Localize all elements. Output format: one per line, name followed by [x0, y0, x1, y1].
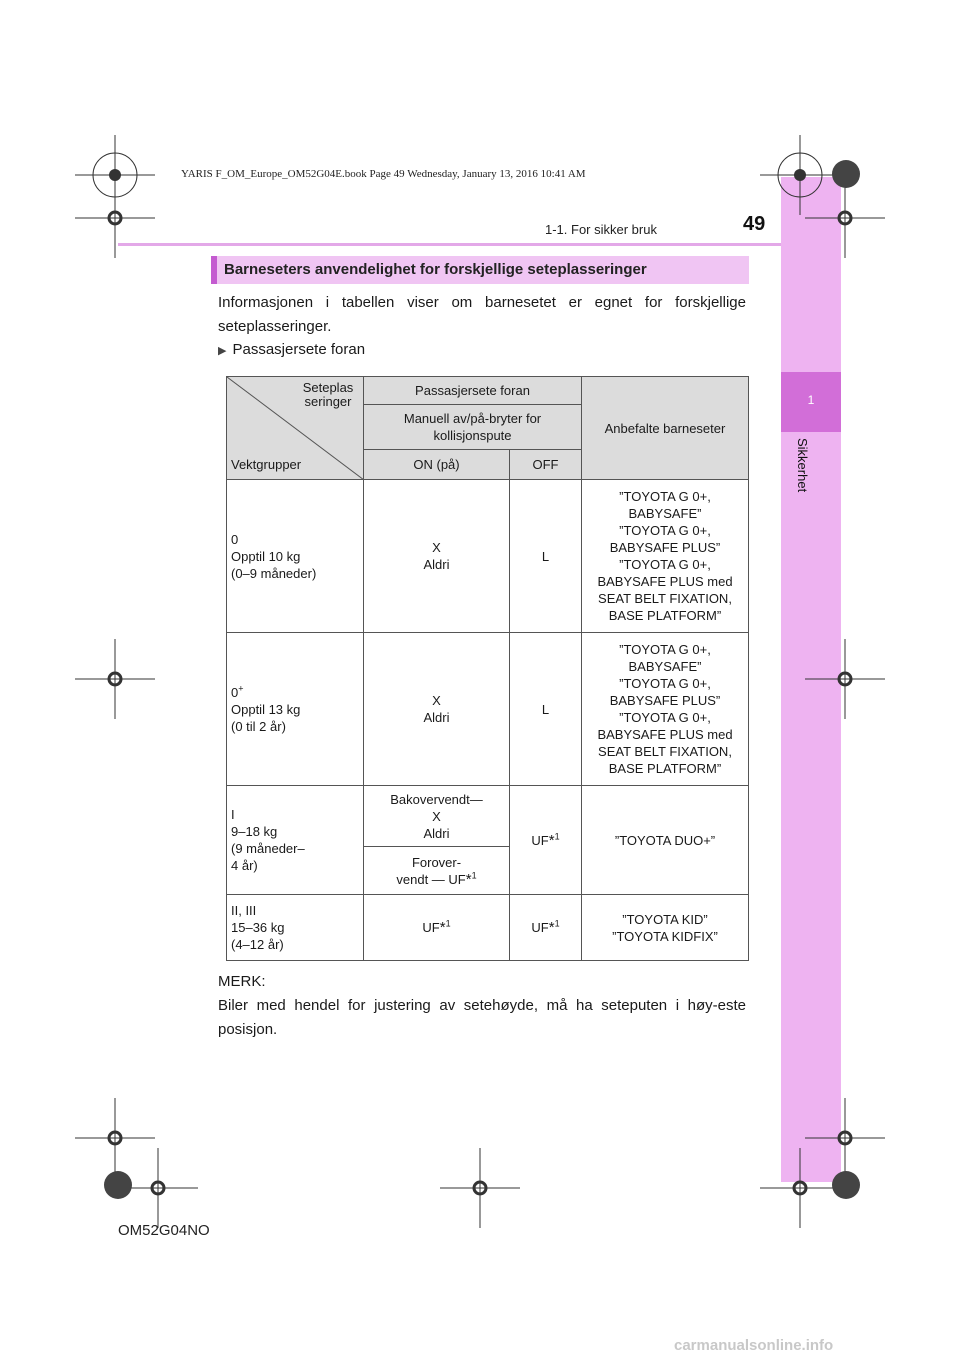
- recommended-cell: ”TOYOTA KID” ”TOYOTA KIDFIX”: [582, 895, 749, 961]
- header-rule: [118, 243, 840, 246]
- document-code: OM52G04NO: [118, 1222, 210, 1239]
- col-off-header: OFF: [510, 450, 582, 480]
- off-cell: UF*$^1$: [510, 786, 582, 895]
- table-row: [227, 786, 749, 847]
- off-cell: L: [510, 480, 582, 633]
- recommended-cell: ”TOYOTA G 0+, BABYSAFE” ”TOYOTA G 0+, BABYSAFE PLUS” ”TOYOTA G 0+, BABYSAFE PLUS med SEAT BELT FIXATION, BASE PLATFORM”: [582, 480, 749, 633]
- book-print-info: YARIS F_OM_Europe_OM52G04E.book Page 49 Wednesday, January 13, 2016 10:41 AM: [181, 168, 586, 180]
- corner-top-label: Seteplas seringer: [302, 380, 354, 409]
- off-cell: L: [510, 633, 582, 786]
- recommended-cell: ”TOYOTA DUO+”: [582, 786, 749, 895]
- bullet-text: Passasjersete foran: [232, 341, 366, 358]
- forward-facing-cell: Forover- vendt — UF*$^1$: [364, 847, 510, 895]
- on-cell: X Aldri: [364, 633, 510, 786]
- registration-mark-icon: [440, 1148, 520, 1228]
- registration-dot-icon: [820, 1150, 900, 1230]
- section-heading: Barneseters anvendelighet for forskjellige seteplasseringer: [224, 261, 647, 278]
- on-cell: UF*$^1$: [364, 895, 510, 961]
- group-cell: 0 Opptil 10 kg (0–9 måneder): [227, 480, 364, 633]
- group-cell: II, III 15–36 kg (4–12 år): [227, 895, 364, 961]
- table-row: [227, 633, 749, 786]
- col-sub-header: Manuell av/på-bryter for kollisjonspute: [364, 405, 582, 450]
- on-cell: X Aldri: [364, 480, 510, 633]
- chapter-label: Sikkerhet: [795, 438, 810, 493]
- note-block: [218, 970, 746, 1042]
- registration-dot-icon: [91, 1150, 171, 1230]
- rear-facing-cell: Bakovervendt— X Aldri: [364, 786, 510, 847]
- page-number: 49: [743, 213, 766, 235]
- note-text: Biler med hendel for justering av setehøyde, må ha seteputen i høy-este posisjon.: [218, 997, 746, 1038]
- chapter-number-tab: 1: [781, 372, 841, 432]
- table-row: [227, 480, 749, 633]
- group-cell: 0+ Opptil 13 kg (0 til 2 år): [227, 633, 364, 786]
- registration-mark-icon: [75, 639, 155, 719]
- triangle-bullet-icon: ▶: [218, 345, 227, 357]
- corner-bottom-label: Vektgrupper: [231, 457, 302, 472]
- registration-mark-icon: [75, 178, 155, 258]
- table-row: [227, 895, 749, 961]
- registration-dot-icon: [820, 145, 900, 225]
- registration-mark-icon: [805, 639, 885, 719]
- col-group-header: Passasjersete foran: [364, 377, 582, 405]
- col-recommended-header: Anbefalte barneseter: [582, 377, 749, 480]
- col-on-header: ON (på): [364, 450, 510, 480]
- recommended-cell: ”TOYOTA G 0+, BABYSAFE” ”TOYOTA G 0+, BABYSAFE PLUS” ”TOYOTA G 0+, BABYSAFE PLUS med SEAT BELT FIXATION, BASE PLATFORM”: [582, 633, 749, 786]
- group-cell: I 9–18 kg (9 måneder– 4 år): [227, 786, 364, 895]
- off-cell: UF*$^1$: [510, 895, 582, 961]
- section-title: 1-1. For sikker bruk: [545, 222, 657, 237]
- intro-paragraph: Informasjonen i tabellen viser om barnesetet er egnet for forskjellige seteplasseringer.: [218, 294, 746, 335]
- note-label: MERK:: [218, 973, 266, 990]
- table-corner-cell: [227, 377, 364, 480]
- seat-suitability-table: [226, 376, 749, 961]
- site-watermark: carmanualsonline.info: [674, 1337, 834, 1354]
- bullet-item: [218, 341, 365, 358]
